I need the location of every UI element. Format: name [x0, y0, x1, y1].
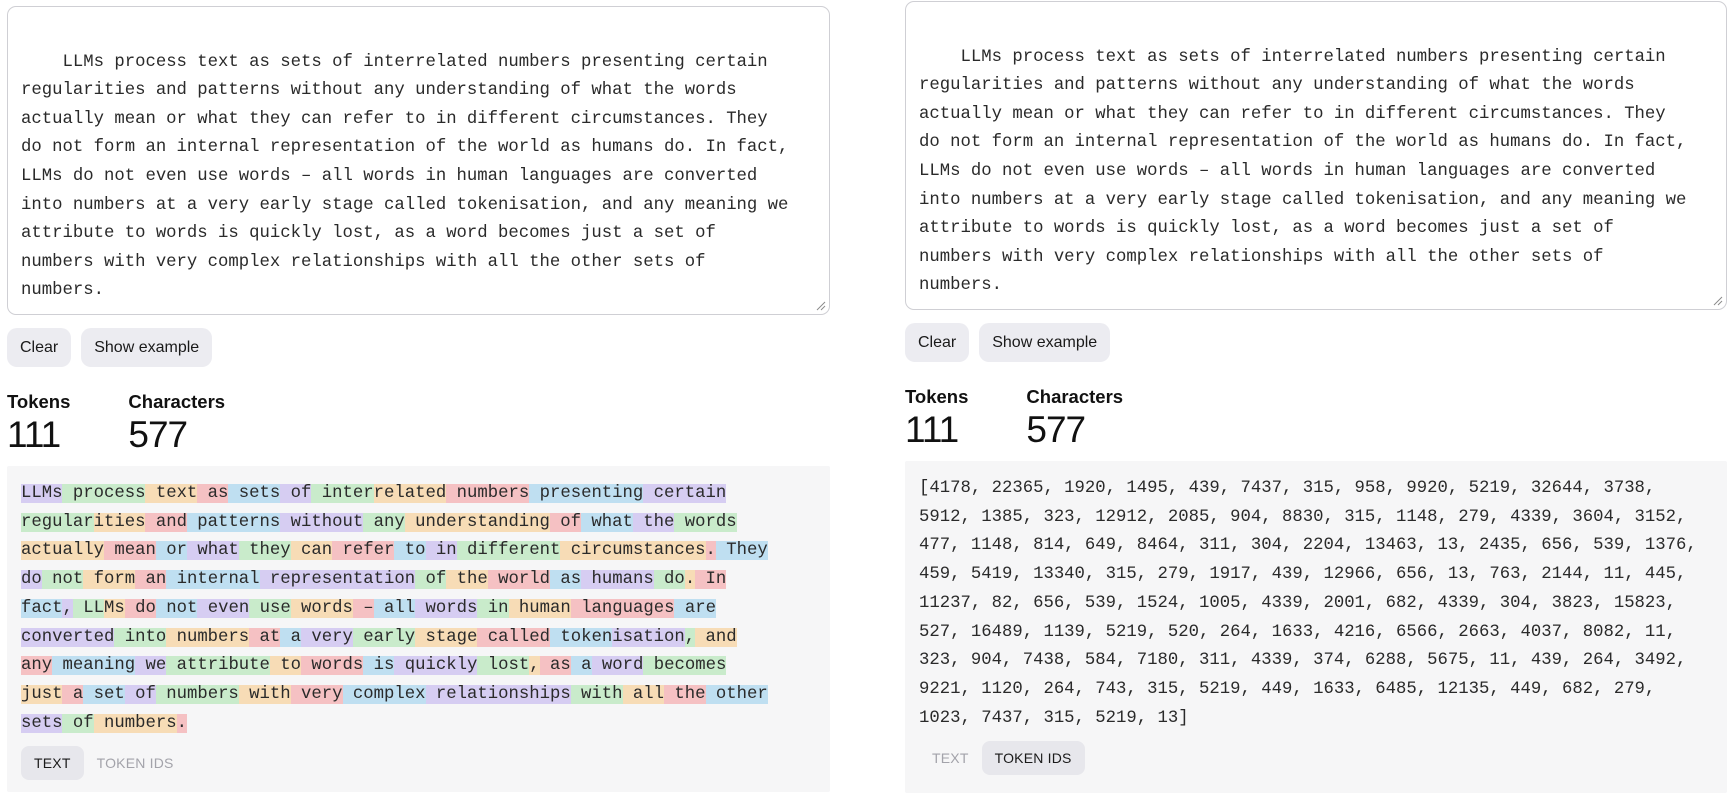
token: not [41, 570, 84, 590]
token: to [269, 656, 302, 676]
token: a [570, 656, 592, 676]
token: lost [477, 656, 530, 676]
token: different [456, 541, 561, 561]
input-textarea[interactable] [905, 1, 1727, 310]
token: token [549, 627, 613, 647]
show-example-button[interactable]: Show example [81, 328, 212, 367]
token: can [290, 541, 333, 561]
token: use [249, 598, 291, 618]
token: what [581, 512, 633, 532]
characters-label: Characters [128, 391, 226, 412]
input-text: LLMs process text as sets of interrelated numbers presenting certain regularities and patterns without any understanding of what the words actually mean or what they can refer to in different circumstances. They do not form an internal representation of the world as humans do. In fact, LLMs do not even use words – all words in human languages are converted into numbers at a very early stage called tokenisation, and any meaning we attribute to words is quickly lost, as a word becomes just a set of numbers with very complex relationships with all the other sets of numbers. [21, 52, 789, 301]
token: in [477, 598, 509, 618]
token: – [352, 598, 374, 618]
token: do [124, 598, 156, 618]
view-toggle [919, 741, 1713, 775]
token: human [508, 598, 571, 618]
token: circumstances [560, 541, 706, 561]
resize-handle-icon[interactable] [816, 301, 826, 311]
token: process [62, 484, 146, 503]
token: ities [93, 512, 146, 532]
token: of [62, 713, 94, 733]
token: and [145, 512, 187, 532]
token: numbers [155, 684, 239, 704]
token: text [145, 484, 198, 503]
token: becomes [643, 656, 727, 676]
token: all [622, 684, 665, 704]
characters-stat [1026, 386, 1123, 451]
token-ids-list: [4178, 22365, 1920, 1495, 439, 7437, 315, 958, 9920, 5219, 32644, 3738, 5912, 1385, 323, 12912, 2085, 904, 8830, 315, 1148, 279, 4339, 3604, 3152, 477, 1148, 814, 649, 8464, 311, 304, 2204, 13463, 13, 2435, 656, 539, 1376, 459, 5419, 13340, 315, 279, 1917, 439, 12966, 656, 13, 763, 2144, 11, 445, 11237, 82, 656, 539, 1524, 1005, 4339, 2001, 682, 4339, 304, 3823, 15823, 527, 16489, 1139, 5219, 520, 264, 1633, 4216, 6566, 2663, 4037, 8082, 11, 323, 904, 7438, 584, 7180, 311, 4339, 374, 6288, 5675, 11, 439, 264, 3492, 9221, 1120, 264, 743, 315, 5219, 449, 1633, 6485, 12135, 449, 682, 279, 1023, 7437, 315, 5219, 13] [919, 479, 1697, 728]
token: converted [21, 627, 115, 647]
input-textarea[interactable] [7, 6, 830, 315]
token: sets [228, 484, 281, 503]
token: sets [21, 713, 63, 733]
action-buttons [905, 323, 1727, 362]
tokens-stat [7, 391, 70, 456]
token: meaning [52, 656, 136, 676]
token: isation [612, 627, 685, 647]
token: regular [21, 512, 94, 532]
token-output [905, 461, 1727, 793]
token-ids-view-toggle[interactable]: TOKEN IDS [982, 741, 1085, 775]
characters-label: Characters [1026, 386, 1124, 407]
token: In [695, 570, 727, 590]
token: understanding [404, 512, 550, 532]
token: certain [643, 484, 727, 503]
token: Ms [103, 598, 125, 618]
token: early [352, 627, 416, 647]
token: words [415, 598, 478, 618]
token: the [632, 512, 675, 532]
token: actually [21, 541, 104, 561]
token: just [21, 684, 63, 704]
token: refer [332, 541, 395, 561]
token: words [301, 656, 364, 676]
tokens-count: 111 [7, 414, 61, 455]
token: into [114, 627, 167, 647]
token: fact [21, 598, 63, 618]
token: the [446, 570, 488, 590]
token: related [373, 484, 447, 503]
token: of [549, 512, 582, 532]
token: an [135, 570, 167, 590]
token: as [197, 484, 229, 503]
token: languages [570, 598, 675, 618]
token: . [705, 541, 716, 561]
token: . [176, 713, 187, 733]
token: and [695, 627, 737, 647]
token: very [290, 684, 343, 704]
token: they [238, 541, 291, 561]
token: of [280, 484, 312, 503]
token: set [83, 684, 125, 704]
token: , [529, 656, 540, 676]
token: not [155, 598, 198, 618]
token: are [674, 598, 716, 618]
token: very [301, 627, 353, 647]
token: a [62, 684, 84, 704]
token: do [653, 570, 685, 590]
token: we [135, 656, 167, 676]
resize-handle-icon[interactable] [1713, 296, 1723, 306]
token: a [280, 627, 302, 647]
input-text: LLMs process text as sets of interrelated numbers presenting certain regularities and patterns without any understanding of what the words actually mean or what they can refer to in different circumstances. They do not form an internal representation of the world as humans do. In fact, LLMs do not even use words – all words in human languages are converted into numbers at a very early stage called tokenisation, and any meaning we attribute to words is quickly lost, as a word becomes just a set of numbers with very complex relationships with all the other sets of numbers. [919, 47, 1687, 296]
token: , [62, 598, 73, 618]
token: They [715, 541, 768, 561]
token: or [155, 541, 187, 561]
token: humans [581, 570, 654, 590]
action-buttons [7, 328, 830, 367]
token: as [539, 656, 571, 676]
show-example-button[interactable]: Show example [979, 323, 1110, 362]
token: called [477, 627, 550, 647]
token: any [21, 656, 53, 676]
token: at [249, 627, 281, 647]
tokens-label: Tokens [7, 391, 71, 412]
token: with [238, 684, 291, 704]
token: presenting [529, 484, 644, 503]
token: all [373, 598, 416, 618]
tokenizer-panel-text-view [7, 0, 830, 792]
token: words [674, 512, 737, 532]
token: to [394, 541, 426, 561]
token: mean [103, 541, 156, 561]
token: , [684, 627, 696, 647]
token: what [186, 541, 239, 561]
token-highlight-view [21, 480, 816, 738]
token: is [363, 656, 395, 676]
tokens-stat [905, 386, 968, 451]
token: world [487, 570, 550, 590]
token: LLMs [21, 484, 63, 503]
token: word [591, 656, 644, 676]
token: as [549, 570, 582, 590]
token: stage [415, 627, 478, 647]
token: quickly [394, 656, 478, 676]
token: without [280, 512, 364, 532]
view-toggle [21, 746, 816, 780]
token: the [664, 684, 706, 704]
characters-stat [128, 391, 225, 456]
text-view-toggle[interactable]: TEXT [919, 741, 982, 775]
clear-button[interactable]: Clear [905, 323, 969, 362]
token: LL [72, 598, 104, 618]
token: inter [311, 484, 374, 503]
token: do [21, 570, 42, 590]
token: numbers [166, 627, 250, 647]
token: form [83, 570, 136, 590]
token: internal [166, 570, 260, 590]
token: attribute [166, 656, 270, 676]
stats [7, 391, 830, 456]
token: with [570, 684, 623, 704]
token: . [684, 570, 696, 590]
token: representation [259, 570, 416, 590]
token-output [7, 466, 830, 792]
stats [905, 386, 1727, 451]
token: complex [342, 684, 426, 704]
token: patterns [186, 512, 281, 532]
token: numbers [93, 713, 177, 733]
token: of [415, 570, 447, 590]
tokens-label: Tokens [905, 386, 969, 407]
tokens-count: 111 [905, 409, 959, 450]
token: even [197, 598, 250, 618]
token: words [290, 598, 353, 618]
token-ids-view-toggle[interactable]: TOKEN IDS [84, 746, 187, 780]
token: relationships [425, 684, 571, 704]
characters-count: 577 [1026, 409, 1086, 450]
token: of [124, 684, 156, 704]
clear-button[interactable]: Clear [7, 328, 71, 367]
token: other [705, 684, 768, 704]
token: any [363, 512, 405, 532]
token: numbers [446, 484, 530, 503]
text-view-toggle[interactable]: TEXT [21, 746, 84, 780]
characters-count: 577 [128, 414, 188, 455]
token: in [425, 541, 457, 561]
tokenizer-panel-ids-view [905, 0, 1727, 793]
